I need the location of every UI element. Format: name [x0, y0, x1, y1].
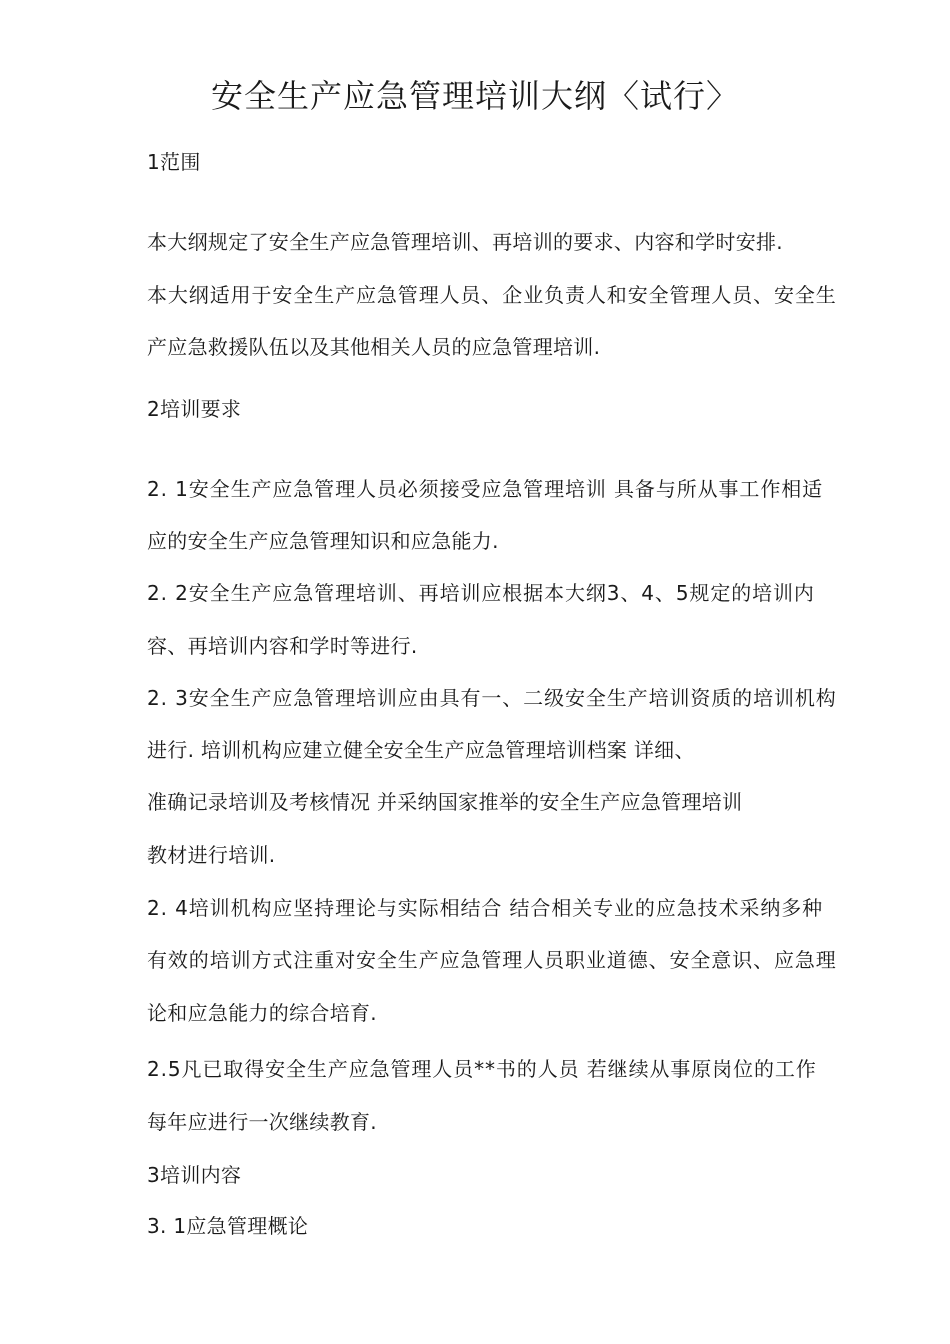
paragraph-line: 2. 1安全生产应急管理人员必须接受应急管理培训 具备与所从事工作相适 — [147, 477, 824, 501]
paragraph-line: 容、再培训内容和学时等进行. — [147, 634, 418, 658]
section-heading: 3培训内容 — [147, 1163, 242, 1187]
paragraph-line: 本大纲规定了安全生产应急管理培训、再培训的要求、内容和学时安排. — [147, 230, 783, 254]
paragraph-line: 2. 2安全生产应急管理培训、再培训应根据本大纲3、4、5规定的培训内 — [147, 581, 815, 605]
paragraph-line: 教材进行培训. — [147, 843, 276, 867]
subsection-heading: 3. 1应急管理概论 — [147, 1214, 309, 1238]
paragraph-line: 本大纲适用于安全生产应急管理人员、企业负责人和安全管理人员、安全生 — [147, 283, 837, 307]
paragraph-line: 每年应进行一次继续教育. — [147, 1110, 377, 1134]
section-heading: 2培训要求 — [147, 397, 242, 421]
paragraph-line: 有效的培训方式注重对安全生产应急管理人员职业道德、安全意识、应急理 — [147, 948, 837, 972]
section-heading: 1范围 — [147, 150, 201, 174]
paragraph-line: 准确记录培训及考核情况 并采纳国家推举的安全生产应急管理培训 — [147, 790, 743, 814]
paragraph-line: 产应急救援队伍以及其他相关人员的应急管理培训. — [147, 335, 601, 359]
paragraph-line: 应的安全生产应急管理知识和应急能力. — [147, 529, 499, 553]
document-title: 安全生产应急管理培训大纲〈试行〉 — [210, 77, 739, 115]
paragraph-line: 论和应急能力的综合培育. — [147, 1001, 377, 1025]
paragraph-line: 2. 4培训机构应坚持理论与实际相结合 结合相关专业的应急技术采纳多种 — [147, 896, 824, 920]
paragraph-line: 2.5凡已取得安全生产应急管理人员**书的人员 若继续从事原岗位的工作 — [147, 1057, 817, 1081]
paragraph-line: 2. 3安全生产应急管理培训应由具有一、二级安全生产培训资质的培训机构 — [147, 686, 837, 710]
paragraph-line: 进行. 培训机构应建立健全安全生产应急管理培训档案 详细、 — [147, 738, 695, 762]
